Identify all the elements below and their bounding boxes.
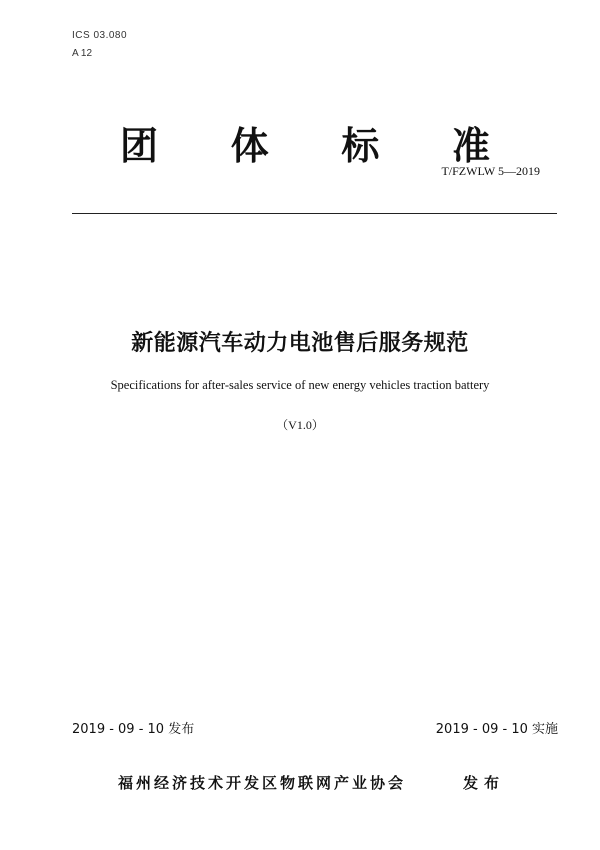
standard-type-char: 团 (120, 124, 159, 168)
standard-type-char: 准 (451, 124, 490, 168)
standard-number: T/FZWLW 5—2019 (441, 164, 540, 178)
document-title-english: Specifications for after-sales service of new energy vehicles traction battery (110, 378, 490, 392)
document-version: （V1.0） (276, 418, 324, 432)
ics-code: ICS 03.080 (72, 30, 128, 41)
issue-date: 2019 - 09 - 10 发布 (72, 722, 195, 737)
standard-type-heading (120, 115, 490, 170)
header-divider (72, 213, 557, 214)
ccs-code: A 12 (72, 48, 93, 59)
implementation-date: 2019 - 09 - 10 实施 (435, 722, 558, 737)
publisher-name: 福州经济技术开发区物联网产业协会 (118, 774, 407, 792)
publish-label: 发布 (463, 774, 506, 792)
standard-type-char: 体 (230, 124, 269, 168)
document-title-chinese: 新能源汽车动力电池售后服务规范 (131, 331, 469, 356)
standard-type-char: 标 (341, 124, 380, 168)
